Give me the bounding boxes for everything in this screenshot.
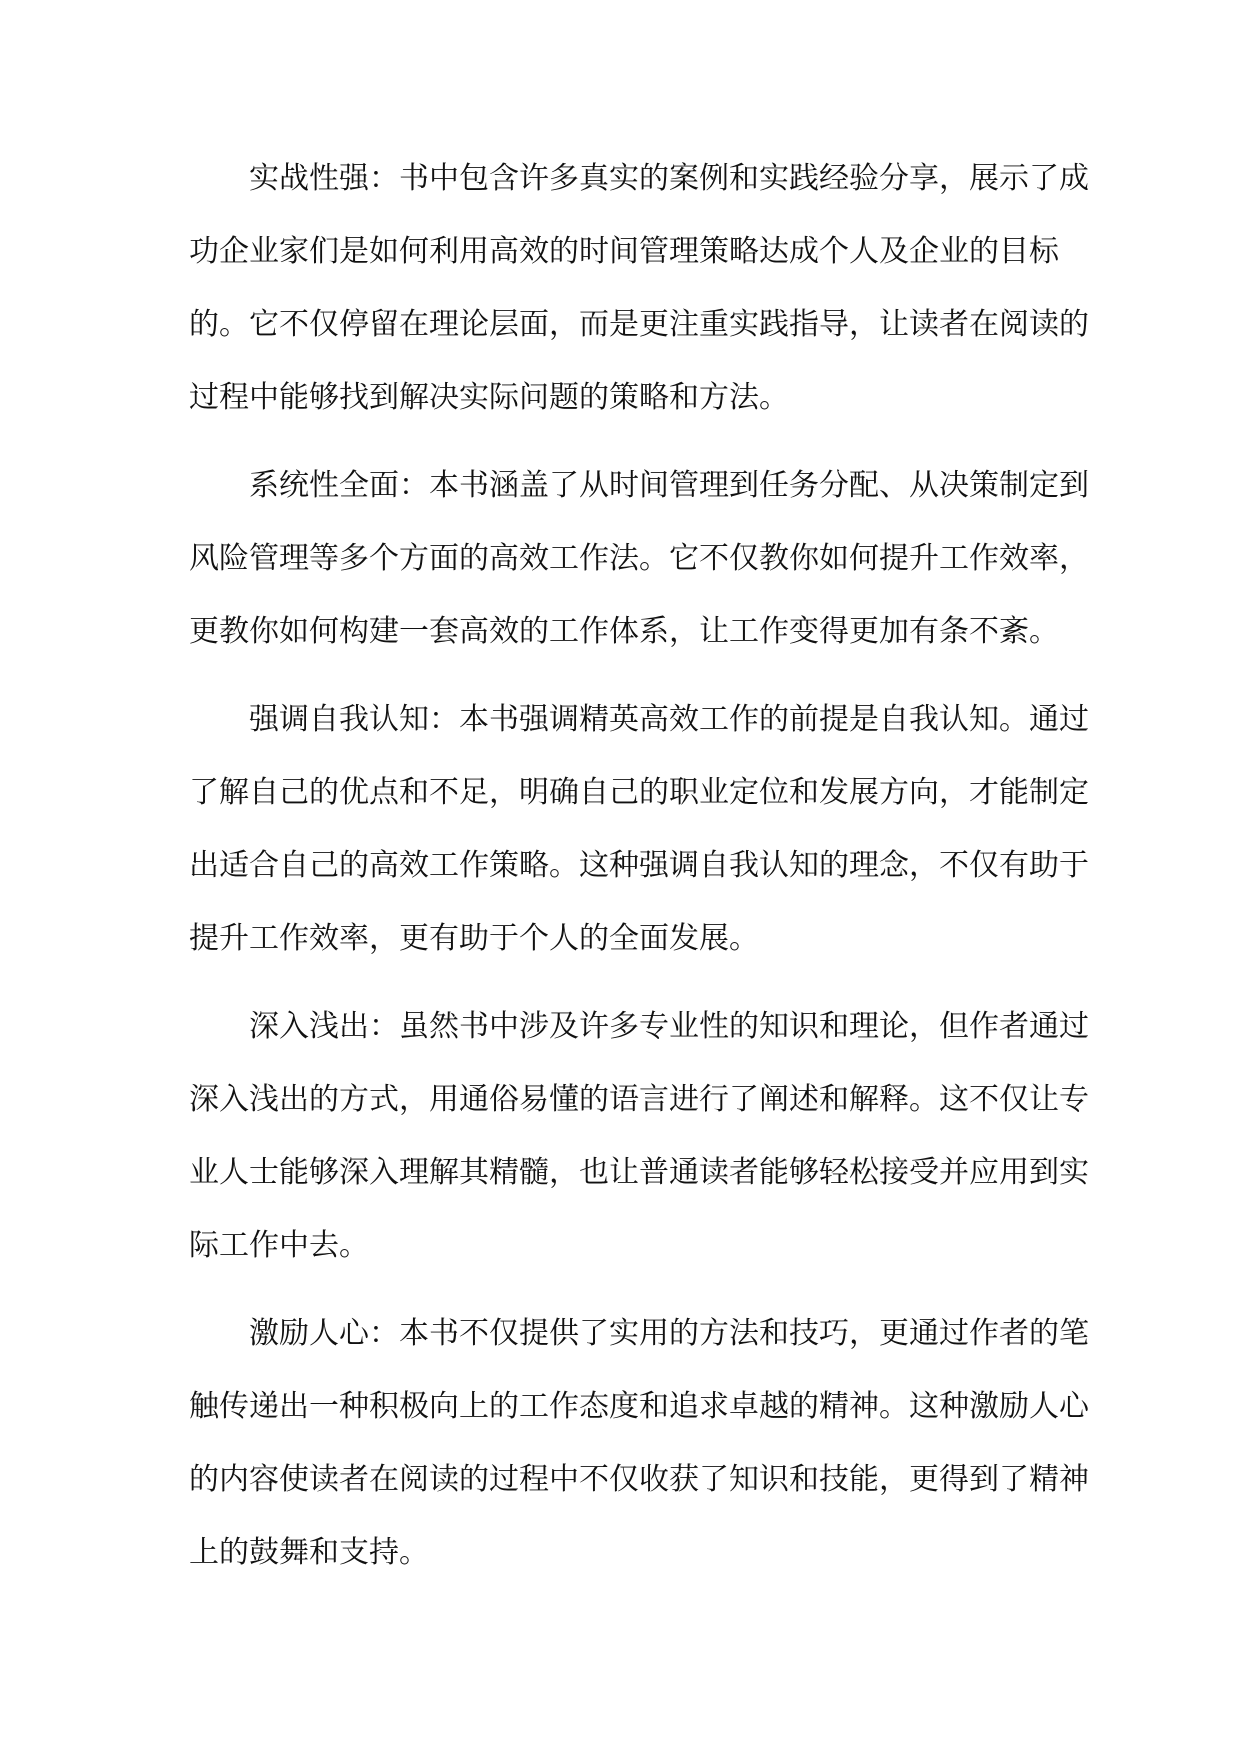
paragraph-line: 过程中能够找到解决实际问题的策略和方法。 (189, 380, 789, 415)
paragraph-line: 提升工作效率，更有助于个人的全面发展。 (189, 921, 759, 956)
paragraph-line: 功企业家们是如何利用高效的时间管理策略达成个人及企业的目标 (189, 234, 1059, 269)
document-body (189, 142, 1089, 1604)
paragraph-accessibility (189, 990, 1089, 1282)
paragraph-line: 上的鼓舞和支持。 (189, 1535, 429, 1570)
paragraph-line: 深入浅出：虽然书中涉及许多专业性的知识和理论，但作者通过 (249, 1009, 1089, 1044)
paragraph-line: 的内容使读者在阅读的过程中不仅收获了知识和技能，更得到了精神 (189, 1462, 1089, 1497)
paragraph-inspiration (189, 1297, 1089, 1589)
paragraph-line: 更教你如何构建一套高效的工作体系，让工作变得更加有条不紊。 (189, 614, 1059, 649)
paragraph-line: 的。它不仅停留在理论层面，而是更注重实践指导，让读者在阅读的 (189, 307, 1089, 342)
paragraph-line: 了解自己的优点和不足，明确自己的职业定位和发展方向，才能制定 (189, 775, 1089, 810)
paragraph-line: 系统性全面：本书涵盖了从时间管理到任务分配、从决策制定到 (249, 468, 1089, 503)
paragraph-line: 风险管理等多个方面的高效工作法。它不仅教你如何提升工作效率， (189, 541, 1089, 576)
paragraph-line: 深入浅出的方式，用通俗易懂的语言进行了阐述和解释。这不仅让专 (189, 1082, 1089, 1117)
paragraph-line: 实战性强：书中包含许多真实的案例和实践经验分享，展示了成 (249, 161, 1089, 196)
paragraph-line: 触传递出一种积极向上的工作态度和追求卓越的精神。这种激励人心 (189, 1389, 1089, 1424)
paragraph-comprehensiveness (189, 449, 1089, 668)
paragraph-line: 际工作中去。 (189, 1228, 369, 1263)
paragraph-line: 出适合自己的高效工作策略。这种强调自我认知的理念，不仅有助于 (189, 848, 1089, 883)
paragraph-line: 强调自我认知：本书强调精英高效工作的前提是自我认知。通过 (249, 702, 1089, 737)
paragraph-line: 业人士能够深入理解其精髓，也让普通读者能够轻松接受并应用到实 (189, 1155, 1089, 1190)
paragraph-self-awareness (189, 683, 1089, 975)
paragraph-line: 激励人心：本书不仅提供了实用的方法和技巧，更通过作者的笔 (249, 1316, 1089, 1351)
paragraph-practicality (189, 142, 1089, 434)
